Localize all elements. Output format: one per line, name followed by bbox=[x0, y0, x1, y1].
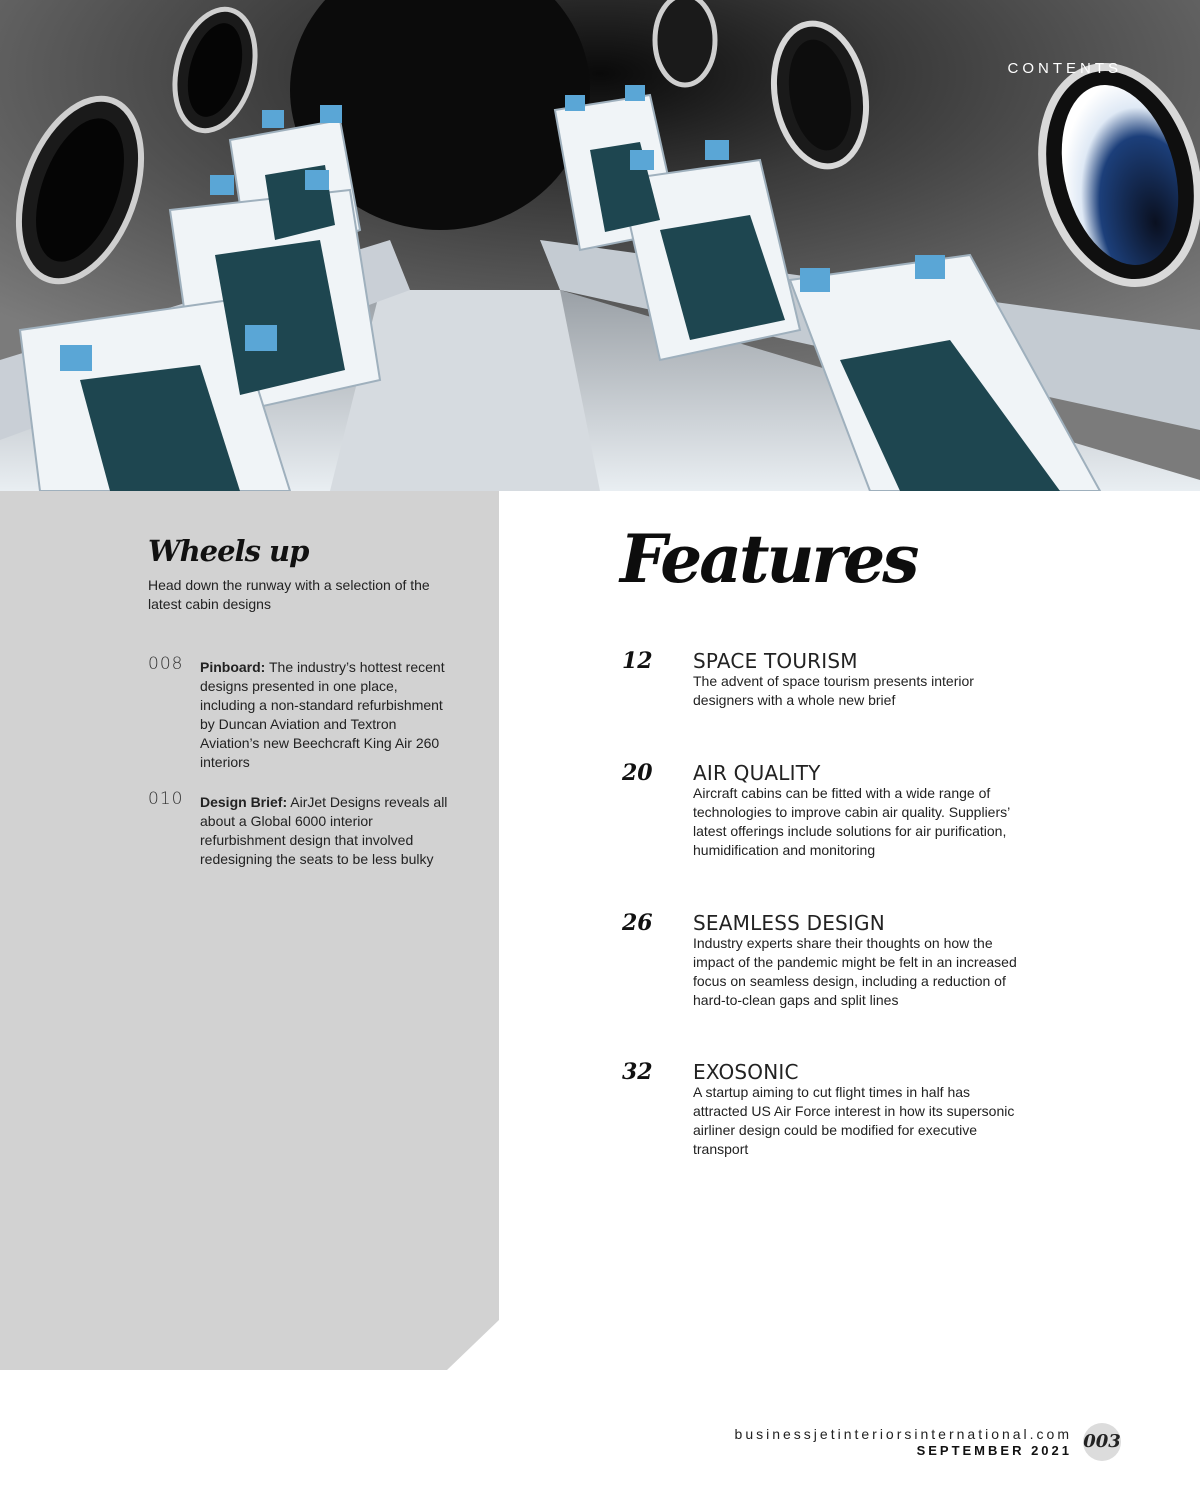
sidebar-subtitle: Head down the runway with a selection of the latest cabin designs bbox=[148, 577, 430, 612]
sidebar-item-number: 010 bbox=[148, 789, 184, 809]
feature-description: A startup aiming to cut flight times in half has attracted US Air Force interest in how its supersonic airliner design could be modified for executive transport bbox=[693, 1084, 1015, 1157]
feature-page-number: 20 bbox=[622, 760, 653, 786]
sidebar-item-text bbox=[200, 793, 450, 869]
section-label: CONTENTS bbox=[1007, 60, 1122, 77]
features-title: Features bbox=[620, 520, 917, 598]
feature-description: Aircraft cabins can be fitted with a wide range of technologies to improve cabin air quality. Suppliers’ latest offerings include solutions for air purification, humidification and monitoring bbox=[693, 785, 1010, 858]
hero-image bbox=[0, 0, 1200, 491]
sidebar-panel bbox=[0, 491, 499, 1370]
feature-heading: AIR QUALITY bbox=[693, 761, 821, 785]
feature-description: Industry experts share their thoughts on how the impact of the pandemic might be felt in an increased focus on seamless design, including a reduction of hard-to-clean gaps and split lines bbox=[693, 935, 1017, 1008]
sidebar-item-lead: Pinboard: bbox=[200, 659, 266, 675]
sidebar-item-number: 008 bbox=[148, 654, 184, 674]
feature-heading: SPACE TOURISM bbox=[693, 649, 858, 673]
feature-page-number: 12 bbox=[622, 648, 653, 674]
sidebar-item-body: The industry’s hottest recent designs presented in one place, including a non-standard refurbishment by Duncan Aviation and Textron Aviation’s new Beechcraft King Air 260 interiors bbox=[200, 659, 445, 770]
sidebar-item-body: AirJet Designs reveals all about a Global 6000 interior refurbishment design that involved redesigning the seats to be less bulky bbox=[200, 794, 448, 867]
feature-page-number: 26 bbox=[622, 910, 653, 936]
feature-page-number: 32 bbox=[622, 1059, 653, 1085]
page-number-badge: 003 bbox=[1083, 1423, 1121, 1461]
feature-heading: EXOSONIC bbox=[693, 1060, 799, 1084]
sidebar-item-lead: Design Brief: bbox=[200, 794, 288, 810]
sidebar-title: Wheels up bbox=[148, 534, 309, 568]
sidebar-item-text bbox=[200, 658, 450, 772]
footer-date: SEPTEMBER 2021 bbox=[916, 1443, 1072, 1458]
feature-description: The advent of space tourism presents interior designers with a whole new brief bbox=[693, 673, 974, 708]
footer-url[interactable]: businessjetinteriorsinternational.com bbox=[734, 1426, 1072, 1442]
feature-heading: SEAMLESS DESIGN bbox=[693, 911, 885, 935]
